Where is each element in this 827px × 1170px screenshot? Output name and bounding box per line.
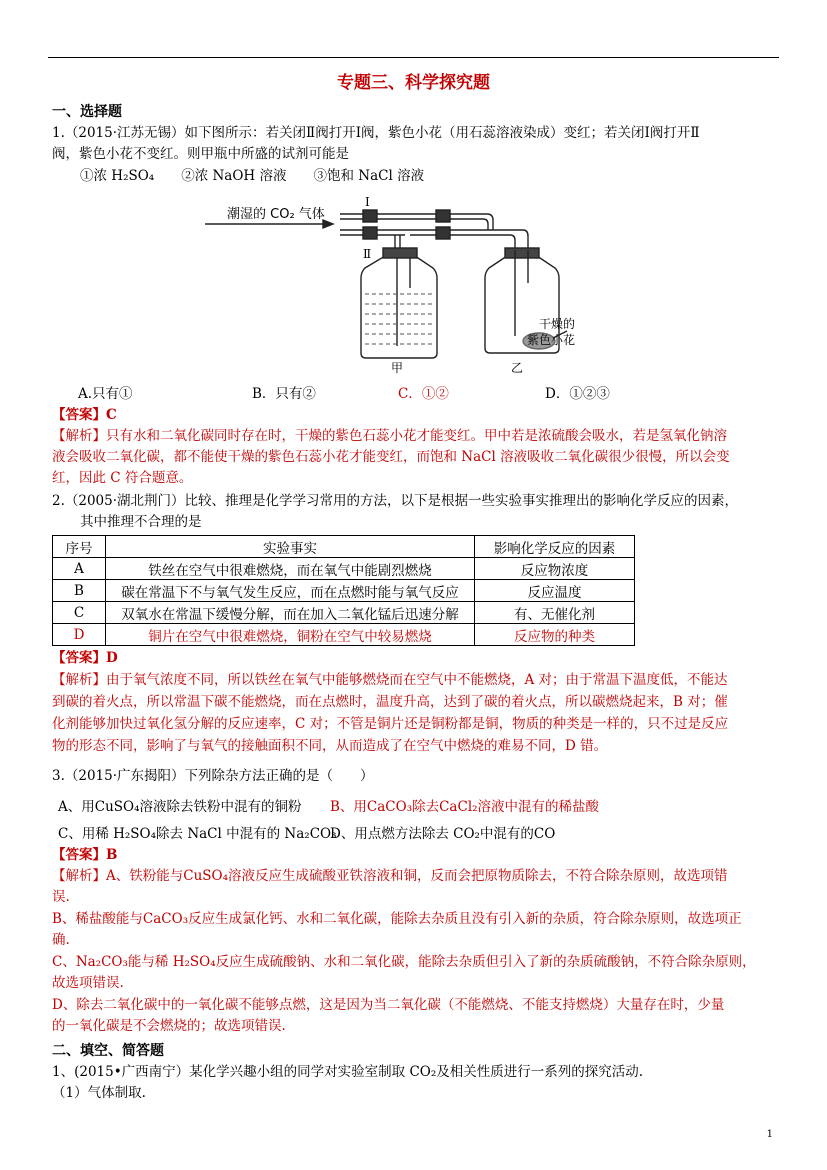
table-cell: C (53, 602, 106, 624)
page-number: 1 (766, 1129, 773, 1140)
table-cell: 反应物浓度 (475, 558, 635, 580)
table-header-cell: 实验事实 (106, 536, 475, 558)
q1-option-a: A.只有① (78, 386, 133, 402)
table-row (53, 624, 635, 646)
table-header-cell: 影响化学反应的因素 (475, 536, 635, 558)
q4-stem: 1、(2015•广西南宁）某化学兴趣小组的同学对实验室制取 CO₂及相关性质进行一系列的探究活动. (52, 1064, 644, 1080)
table-cell: 铁丝在空气中很难燃烧，而在氧气中能剧烈燃烧 (106, 558, 475, 580)
q3-option-b: B、用CaCO₃除去CaCl₂溶液中混有的稀盐酸 (330, 799, 600, 815)
q3-analysis-c-line1: C、Na₂CO₃能与稀 H₂SO₄反应生成硫酸钠、水和二氧化碳，能除去杂质但引入了新的杂质硫酸钠，不符合除杂原则， (52, 954, 756, 970)
q2-answer: 【答案】D (52, 650, 118, 666)
q2-analysis-line4: 物的形态不同，影响了与氧气的接触面积不同，从而造成了在空气中燃烧的难易不同，D 错。 (52, 738, 608, 754)
table-header-cell: 序号 (53, 536, 106, 558)
table-cell: 双氧水在常温下缓慢分解，而在加入二氧化锰后迅速分解 (106, 602, 475, 624)
q3-answer: 【答案】B (52, 847, 118, 863)
valve-1-label: Ⅰ (365, 195, 370, 209)
table-cell: D (53, 624, 106, 646)
flower-label-2: 紫色小花 (526, 333, 575, 347)
q2-analysis-line3: 化剂能够加快过氧化氢分解的反应速率，C 对；不管是铜片还是铜粉都是铜，物质的种类是一样的，只不过是反应 (52, 716, 729, 732)
q1-option-b: B．只有② (252, 386, 316, 402)
table-cell: 铜片在空气中很难燃烧，铜粉在空气中较易燃烧 (106, 624, 475, 646)
q2-analysis-line1: 【解析】由于氧气浓度不同，所以铁丝在氧气中能够燃烧而在空气中不能燃烧，A 对；由于常温下温度低，不能达 (52, 672, 728, 688)
page-title: 专题三、科学探究题 (337, 73, 490, 93)
table-cell: B (53, 580, 106, 602)
q1-analysis-line3: 红，因此 C 符合题意。 (52, 470, 193, 486)
q1-analysis-line1: 【解析】只有水和二氧化碳同时存在时，干燥的紫色石蕊小花才能变红。甲中若是浓硫酸会吸水，若是氢氧化钠溶 (52, 428, 727, 444)
q1-option-c: C．①② (398, 386, 449, 402)
table-row (53, 558, 635, 580)
gas-label: 潮湿的 CO₂ 气体 (227, 207, 325, 222)
table-cell: 反应温度 (475, 580, 635, 602)
q2-stem-line2: 其中推理不合理的是 (80, 514, 202, 530)
q3-analysis-b-line1: B、稀盐酸能与CaCO₃反应生成氯化钙、水和二氧化碳，能除去杂质且没有引入新的杂质，符合除杂原则，故选项正 (52, 911, 742, 927)
q2-analysis-line2: 到碳的着火点，所以常温下碳不能燃烧，而在点燃时，温度升高，达到了碳的着火点，所以碳燃烧起来，B 对；催 (52, 694, 728, 710)
q3-analysis-b-line2: 确. (52, 932, 70, 948)
apparatus-diagram (205, 188, 575, 378)
table-cell: 碳在常温下不与氧气发生反应，而在点燃时能与氧气反应 (106, 580, 475, 602)
q4-part1: （1）气体制取. (52, 1085, 146, 1101)
q3-analysis-d-line2: 的一氧化碳是不会燃烧的；故选项错误. (52, 1018, 286, 1034)
q1-stem-line2: 阀，紫色小花不变红。则甲瓶中所盛的试剂可能是 (52, 146, 349, 162)
q3-analysis-c-line2: 故选项错误. (52, 975, 124, 991)
table-row (53, 602, 635, 624)
q2-table (52, 535, 635, 646)
q3-analysis-a-line1: 【解析】A、铁粉能与CuSO₄溶液反应生成硫酸亚铁溶液和铜，反而会把原物质除去，不符合除杂原则，故选项错 (52, 868, 728, 884)
q3-stem: 3.（2015·广东揭阳）下列除杂方法正确的是（ ） (52, 768, 374, 784)
table-row (53, 580, 635, 602)
table-header-row (53, 536, 635, 558)
flower-label-1: 干燥的 (538, 317, 575, 331)
q3-option-a: A、用CuSO₄溶液除去铁粉中混有的铜粉 (58, 799, 302, 815)
q3-analysis-a-line2: 误. (52, 889, 70, 905)
q1-reagent-list: ①浓 H₂SO₄ ②浓 NaOH 溶液 ③饱和 NaCl 溶液 (80, 168, 425, 184)
q1-answer: 【答案】C (52, 407, 117, 423)
section-heading-fill: 二、填空、简答题 (52, 1043, 164, 1059)
table-cell: 反应物的种类 (475, 624, 635, 646)
valve-2-label: Ⅱ (363, 247, 372, 261)
bottle-2-label: 乙 (511, 361, 524, 375)
q1-analysis-line2: 液会吸收二氧化碳，都不能使干燥的紫色石蕊小花才能变红，而饱和 NaCl 溶液吸收二氧化碳很少很慢，所以会变 (52, 449, 730, 465)
header-rule (48, 57, 779, 58)
q2-stem-line1: 2.（2005·湖北荆门）比较、推理是化学学习常用的方法，以下是根据一些实验事实推理出的影响化学反应的因素， (52, 493, 739, 509)
table-cell: A (53, 558, 106, 580)
q3-option-d: D、用点燃方法除去 CO₂中混有的CO (330, 826, 556, 842)
q3-option-c: C、用稀 H₂SO₄除去 NaCl 中混有的 Na₂CO₃ (58, 826, 337, 842)
section-heading-choice: 一、选择题 (52, 104, 122, 120)
bottle-1-label: 甲 (391, 361, 404, 375)
table-cell: 有、无催化剂 (475, 602, 635, 624)
q3-analysis-d-line1: D、除去二氧化碳中的一氧化碳不能够点燃，这是因为当二氧化碳（不能燃烧、不能支持燃烧）大量存在时，少量 (52, 997, 725, 1013)
q1-option-d: D．①②③ (545, 386, 610, 402)
q1-stem-line1: 1.（2015·江苏无锡）如下图所示：若关闭Ⅱ阀打开Ⅰ阀，紫色小花（用石蕊溶液染成）变红；若关闭Ⅰ阀打开Ⅱ (52, 125, 700, 141)
